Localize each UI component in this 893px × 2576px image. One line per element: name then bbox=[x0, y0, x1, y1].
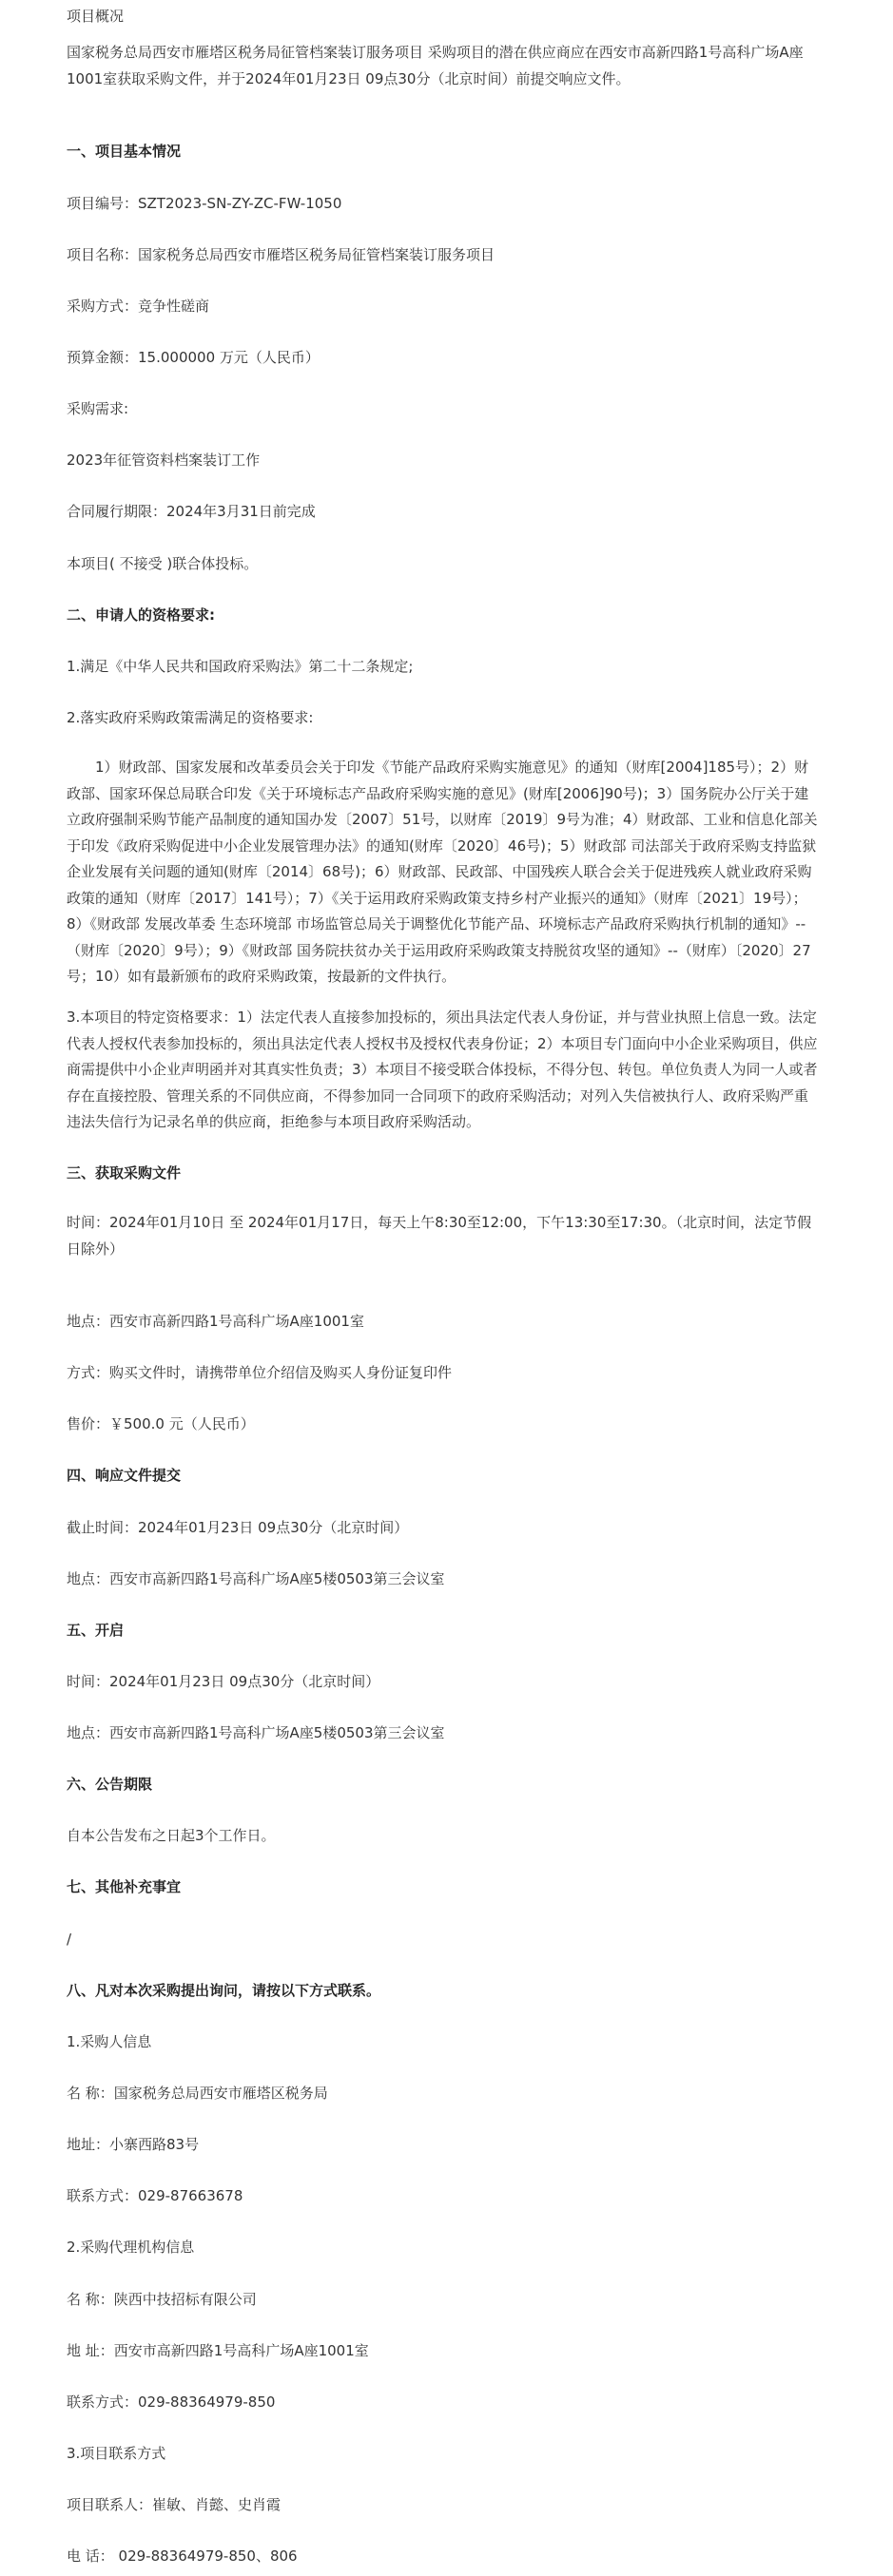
section-heading-opening: 五、开启 bbox=[67, 1622, 125, 1639]
project-contact-label: 3.项目联系方式 bbox=[67, 2445, 166, 2462]
section-heading-qualifications: 二、申请人的资格要求: bbox=[67, 606, 215, 624]
agency-phone: 联系方式：029-88364979-850 bbox=[67, 2393, 276, 2411]
submission-place: 地点：西安市高新四路1号高科广场A座5楼0503第三会议室 bbox=[67, 1570, 445, 1587]
project-contact-phone: 电 话： 029-88364979-850、806 bbox=[67, 2547, 298, 2565]
notice-period-text: 自本公告发布之日起3个工作日。 bbox=[67, 1827, 276, 1844]
document-price: 售价：￥500.0 元（人民币） bbox=[67, 1415, 255, 1432]
contract-period: 合同履行期限：2024年3月31日前完成 bbox=[67, 503, 316, 520]
section-heading-obtain-documents: 三、获取采购文件 bbox=[67, 1164, 182, 1182]
project-name: 项目名称：国家税务总局西安市雁塔区税务局征管档案装订服务项目 bbox=[67, 246, 495, 263]
opening-place: 地点：西安市高新四路1号高科广场A座5楼0503第三会议室 bbox=[67, 1724, 445, 1741]
section-heading-submission: 四、响应文件提交 bbox=[67, 1467, 182, 1484]
procurement-method: 采购方式：竞争性磋商 bbox=[67, 298, 210, 315]
demand-label: 采购需求: bbox=[67, 400, 129, 417]
section-heading-other-matters: 七、其他补充事宜 bbox=[67, 1878, 182, 1895]
agency-name: 名 称：陕西中技招标有限公司 bbox=[67, 2291, 257, 2308]
demand-text: 2023年征管资料档案装订工作 bbox=[67, 452, 261, 469]
project-contact-people: 项目联系人：崔敏、肖懿、史肖霞 bbox=[67, 2496, 281, 2513]
section-heading-contact: 八、凡对本次采购提出询问，请按以下方式联系。 bbox=[67, 1982, 381, 1999]
overview-text: 国家税务总局西安市雁塔区税务局征管档案装订服务项目 采购项目的潜在供应商应在西安市高新四路1号高科广场A座1001室获取采购文件，并于2024年01月23日 09点30分（北京时间）前提交响应文件。 bbox=[67, 44, 804, 87]
submission-deadline: 截止时间：2024年01月23日 09点30分（北京时间） bbox=[67, 1519, 409, 1536]
overview-title: 项目概况 bbox=[67, 8, 125, 25]
section-heading-notice-period: 六、公告期限 bbox=[67, 1776, 153, 1793]
agency-info-label: 2.采购代理机构信息 bbox=[67, 2239, 195, 2256]
budget-amount: 预算金额：15.000000 万元（人民币） bbox=[67, 349, 320, 366]
policy-list: 1）财政部、国家发展和改革委员会关于印发《节能产品政府采购实施意见》的通知（财库[2004]185号）；2）财政部、国家环保总局联合印发《关于环境标志产品政府采购实施的意见》(财库[2006]90号)；3）国务院办公厅关于建立政府强制采购节能产品制度的通知国办发〔2007〕51号，以财库〔2019〕9号为准；4）财政部、工业和信息化部关于印发《政府采购促进中小企业发展管理办法》的通知(财库〔2020〕46号)；5）财政部 司法部关于政府采购支持监狱企业发展有关问题的通知(财库〔2014〕68号)；6）财政部、民政部、中国残疾人联合会关于促进残疾人就业政府采购政策的通知（财库〔2017〕141号）；7）《关于运用政府采购政策支持乡村产业振兴的通知》（财库〔2021〕19号）；8）《财政部 发展改革委 生态环境部 市场监管总局关于调整优化节能产品、环境标志产品政府采购执行机制的通知》--（财库〔2020〕9号）；9）《财政部 国务院扶贫办关于运用政府采购政策支持脱贫攻坚的通知》--（财库）〔2020〕27号；10）如有最新颁布的政府采购政策，按最新的文件执行。 bbox=[67, 759, 818, 985]
obtain-place: 地点：西安市高新四路1号高科广场A座1001室 bbox=[67, 1313, 364, 1330]
qualification-3: 3.本项目的特定资格要求：1）法定代表人直接参加投标的，须出具法定代表人身份证，并与营业执照上信息一致。法定代表人授权代表参加投标的，须出具法定代表人授权书及授权代表身份证；2）本项目专门面向中小企业采购项目，供应商需提供中小企业声明函并对其真实性负责；3）本项目不接受联合体投标，不得分包、转包。单位负责人为同一人或者存在直接控股、管理关系的不同供应商，不得参加同一合同项下的政府采购活动；对列入失信被执行人、政府采购严重违法失信行为记录名单的供应商，拒绝参与本项目政府采购活动。 bbox=[67, 1009, 818, 1130]
project-number: 项目编号：SZT2023-SN-ZY-ZC-FW-1050 bbox=[67, 195, 342, 212]
section-heading-basic-info: 一、项目基本情况 bbox=[67, 143, 182, 160]
agency-address: 地 址：西安市高新四路1号高科广场A座1001室 bbox=[67, 2342, 369, 2359]
obtain-time: 时间：2024年01月10日 至 2024年01月17日，每天上午8:30至12:00，下午13:30至17:30。（北京时间，法定节假日除外） bbox=[67, 1214, 812, 1258]
purchaser-info-label: 1.采购人信息 bbox=[67, 2033, 152, 2050]
obtain-method: 方式：购买文件时，请携带单位介绍信及购买人身份证复印件 bbox=[67, 1364, 453, 1381]
qualification-2: 2.落实政府采购政策需满足的资格要求: bbox=[67, 709, 314, 726]
purchaser-address: 地址：小寨西路83号 bbox=[67, 2136, 200, 2153]
purchaser-phone: 联系方式：029-87663678 bbox=[67, 2187, 243, 2204]
other-matters-text: / bbox=[67, 1931, 72, 1948]
opening-time: 时间：2024年01月23日 09点30分（北京时间） bbox=[67, 1673, 380, 1690]
consortium-note: 本项目( 不接受 )联合体投标。 bbox=[67, 555, 259, 572]
qualification-1: 1.满足《中华人民共和国政府采购法》第二十二条规定; bbox=[67, 658, 414, 675]
purchaser-name: 名 称：国家税务总局西安市雁塔区税务局 bbox=[67, 2085, 328, 2102]
